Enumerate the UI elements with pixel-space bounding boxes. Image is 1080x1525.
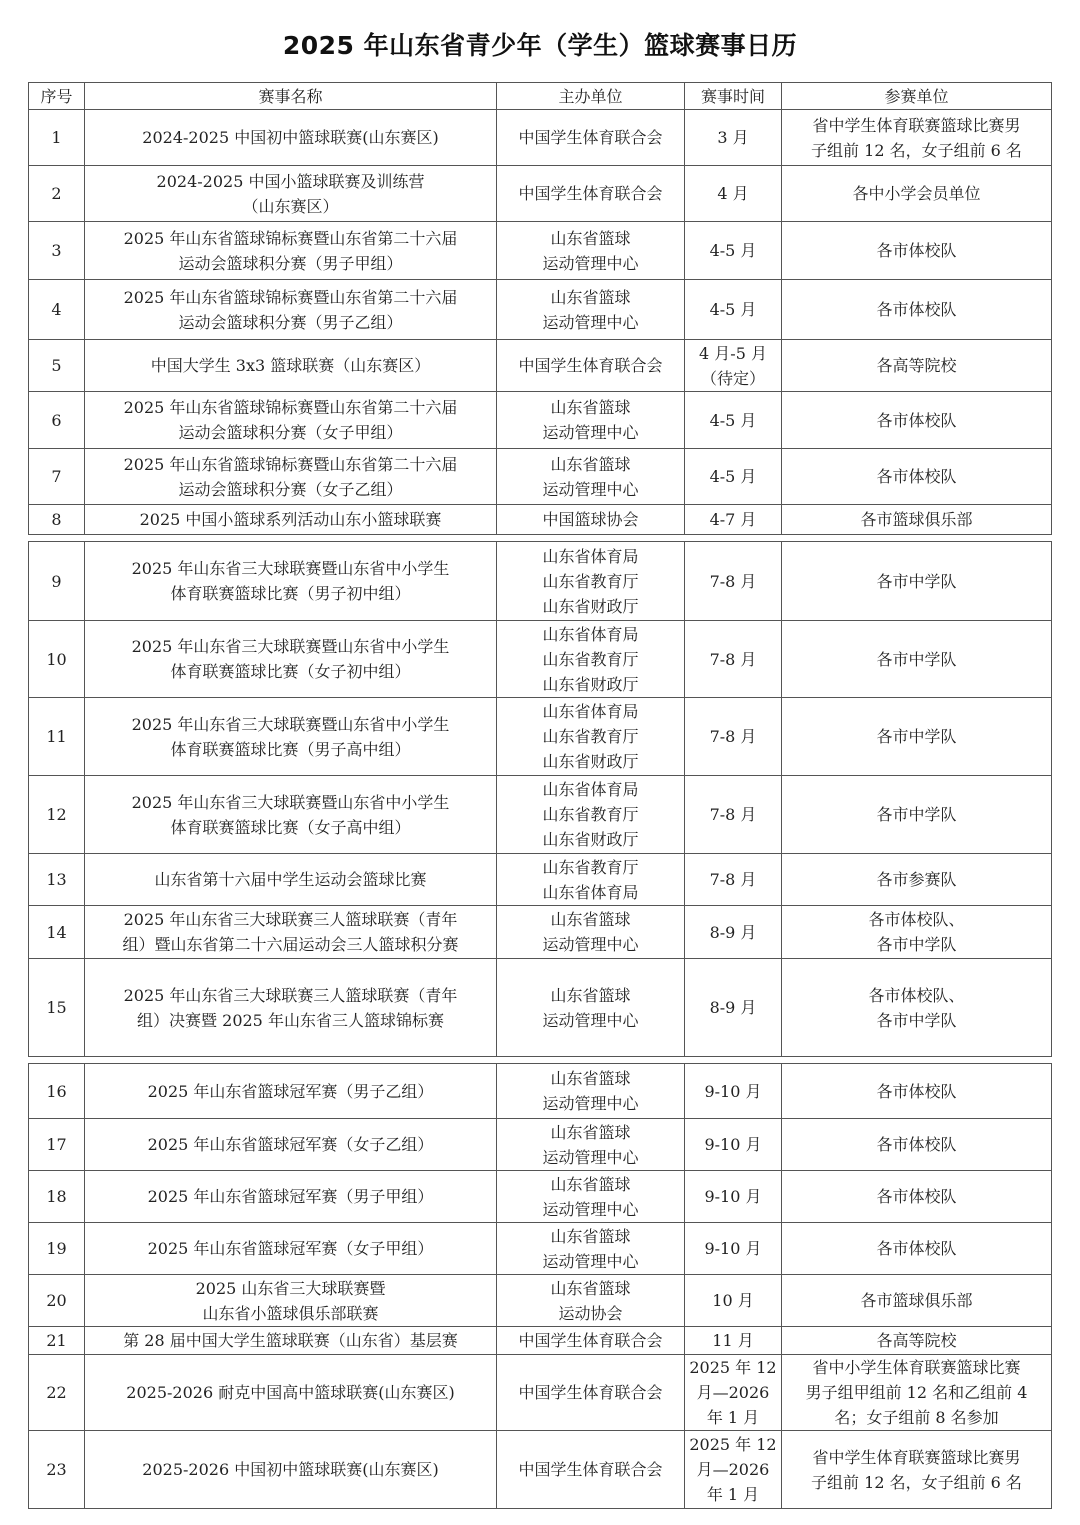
cell-time: 2025 年 12 月—2026 年 1 月	[685, 1355, 782, 1431]
table-row	[29, 1119, 1052, 1171]
cell-no: 18	[29, 1171, 85, 1223]
cell-time: 7-8 月	[685, 621, 782, 698]
cell-org: 山东省篮球 运动管理中心	[497, 392, 685, 449]
table-row	[29, 1223, 1052, 1275]
cell-org: 山东省体育局 山东省教育厅 山东省财政厅	[497, 621, 685, 698]
cell-time: 7-8 月	[685, 776, 782, 854]
cell-participants: 各中小学会员单位	[782, 166, 1052, 222]
table-row	[29, 1355, 1052, 1431]
cell-time: 4-7 月	[685, 505, 782, 535]
cell-participants: 省中学生体育联赛篮球比赛男 子组前 12 名，女子组前 6 名	[782, 1431, 1052, 1509]
schedule-table-part-2	[28, 541, 1052, 1057]
cell-no: 9	[29, 542, 85, 621]
cell-no: 23	[29, 1431, 85, 1509]
cell-time: 8-9 月	[685, 906, 782, 959]
cell-no: 12	[29, 776, 85, 854]
cell-time: 10 月	[685, 1275, 782, 1327]
cell-name: 第 28 届中国大学生篮球联赛（山东省）基层赛	[85, 1327, 497, 1355]
cell-org: 山东省篮球 运动管理中心	[497, 1064, 685, 1119]
cell-name: 2025 年山东省三大球联赛暨山东省中小学生 体育联赛篮球比赛（女子初中组）	[85, 621, 497, 698]
cell-time: 9-10 月	[685, 1064, 782, 1119]
cell-participants: 各市体校队、 各市中学队	[782, 959, 1052, 1057]
cell-org: 中国学生体育联合会	[497, 1327, 685, 1355]
cell-no: 13	[29, 854, 85, 906]
cell-participants: 各市中学队	[782, 621, 1052, 698]
table-row	[29, 542, 1052, 621]
cell-no: 19	[29, 1223, 85, 1275]
cell-name: 2025-2026 耐克中国高中篮球联赛(山东赛区)	[85, 1355, 497, 1431]
table-row	[29, 340, 1052, 392]
cell-time: 9-10 月	[685, 1119, 782, 1171]
cell-no: 2	[29, 166, 85, 222]
cell-name: 2025 中国小篮球系列活动山东小篮球联赛	[85, 505, 497, 535]
cell-name: 2025 年山东省篮球锦标赛暨山东省第二十六届 运动会篮球积分赛（女子甲组）	[85, 392, 497, 449]
cell-name: 山东省第十六届中学生运动会篮球比赛	[85, 854, 497, 906]
cell-name: 中国大学生 3x3 篮球联赛（山东赛区）	[85, 340, 497, 392]
cell-org: 山东省篮球 运动管理中心	[497, 1119, 685, 1171]
cell-name: 2024-2025 中国小篮球联赛及训练营 （山东赛区）	[85, 166, 497, 222]
cell-time: 4 月-5 月 （待定）	[685, 340, 782, 392]
cell-name: 2025 年山东省篮球冠军赛（男子乙组）	[85, 1064, 497, 1119]
cell-no: 15	[29, 959, 85, 1057]
schedule-table-part-3	[28, 1063, 1052, 1509]
cell-org: 山东省篮球 运动协会	[497, 1275, 685, 1327]
table-row	[29, 222, 1052, 280]
schedule-table-part-1	[28, 82, 1052, 535]
cell-org: 山东省体育局 山东省教育厅 山东省财政厅	[497, 776, 685, 854]
cell-name: 2025 年山东省篮球冠军赛（女子甲组）	[85, 1223, 497, 1275]
cell-participants: 各市篮球俱乐部	[782, 1275, 1052, 1327]
cell-name: 2025 年山东省三大球联赛暨山东省中小学生 体育联赛篮球比赛（男子初中组）	[85, 542, 497, 621]
cell-org: 山东省篮球 运动管理中心	[497, 280, 685, 340]
cell-name: 2025 年山东省篮球冠军赛（男子甲组）	[85, 1171, 497, 1223]
cell-no: 11	[29, 698, 85, 776]
cell-no: 16	[29, 1064, 85, 1119]
cell-participants: 各市体校队	[782, 392, 1052, 449]
cell-participants: 各市体校队	[782, 222, 1052, 280]
cell-org: 中国学生体育联合会	[497, 340, 685, 392]
table-header-row	[29, 83, 1052, 110]
table-row	[29, 698, 1052, 776]
header-org: 主办单位	[497, 83, 685, 110]
cell-no: 1	[29, 110, 85, 166]
cell-time: 11 月	[685, 1327, 782, 1355]
cell-org: 山东省体育局 山东省教育厅 山东省财政厅	[497, 698, 685, 776]
cell-no: 10	[29, 621, 85, 698]
cell-no: 5	[29, 340, 85, 392]
cell-name: 2025 年山东省三大球联赛三人篮球联赛（青年 组）决赛暨 2025 年山东省三人篮球锦标赛	[85, 959, 497, 1057]
cell-participants: 各市体校队	[782, 1171, 1052, 1223]
cell-time: 7-8 月	[685, 854, 782, 906]
cell-participants: 各市篮球俱乐部	[782, 505, 1052, 535]
cell-time: 8-9 月	[685, 959, 782, 1057]
cell-org: 山东省篮球 运动管理中心	[497, 222, 685, 280]
cell-no: 7	[29, 449, 85, 505]
cell-org: 山东省篮球 运动管理中心	[497, 1223, 685, 1275]
cell-participants: 各高等院校	[782, 1327, 1052, 1355]
cell-name: 2025 年山东省三大球联赛三人篮球联赛（青年 组）暨山东省第二十六届运动会三人篮球积分赛	[85, 906, 497, 959]
cell-time: 4-5 月	[685, 449, 782, 505]
table-row	[29, 1171, 1052, 1223]
cell-no: 8	[29, 505, 85, 535]
cell-org: 山东省篮球 运动管理中心	[497, 959, 685, 1057]
cell-participants: 省中学生体育联赛篮球比赛男 子组前 12 名，女子组前 6 名	[782, 110, 1052, 166]
table-row	[29, 906, 1052, 959]
cell-no: 3	[29, 222, 85, 280]
cell-org: 山东省篮球 运动管理中心	[497, 1171, 685, 1223]
cell-name: 2025 年山东省篮球锦标赛暨山东省第二十六届 运动会篮球积分赛（女子乙组）	[85, 449, 497, 505]
cell-participants: 各市中学队	[782, 698, 1052, 776]
cell-time: 4-5 月	[685, 222, 782, 280]
table-row	[29, 505, 1052, 535]
cell-time: 9-10 月	[685, 1223, 782, 1275]
cell-no: 14	[29, 906, 85, 959]
table-row	[29, 280, 1052, 340]
cell-time: 9-10 月	[685, 1171, 782, 1223]
table-row	[29, 166, 1052, 222]
table-row	[29, 776, 1052, 854]
cell-participants: 省中小学生体育联赛篮球比赛 男子组甲组前 12 名和乙组前 4 名；女子组前 8 名参加	[782, 1355, 1052, 1431]
cell-participants: 各市体校队	[782, 1223, 1052, 1275]
table-row	[29, 110, 1052, 166]
cell-time: 4 月	[685, 166, 782, 222]
cell-no: 20	[29, 1275, 85, 1327]
page-title: 2025 年山东省青少年（学生）篮球赛事日历	[282, 31, 798, 60]
cell-participants: 各高等院校	[782, 340, 1052, 392]
cell-time: 7-8 月	[685, 698, 782, 776]
cell-participants: 各市体校队	[782, 449, 1052, 505]
cell-org: 中国篮球协会	[497, 505, 685, 535]
header-participants: 参赛单位	[782, 83, 1052, 110]
cell-time: 7-8 月	[685, 542, 782, 621]
header-time: 赛事时间	[685, 83, 782, 110]
cell-name: 2025 山东省三大球联赛暨 山东省小篮球俱乐部联赛	[85, 1275, 497, 1327]
cell-name: 2025 年山东省篮球冠军赛（女子乙组）	[85, 1119, 497, 1171]
cell-time: 4-5 月	[685, 392, 782, 449]
cell-name: 2025 年山东省篮球锦标赛暨山东省第二十六届 运动会篮球积分赛（男子乙组）	[85, 280, 497, 340]
cell-org: 中国学生体育联合会	[497, 1355, 685, 1431]
cell-org: 山东省篮球 运动管理中心	[497, 906, 685, 959]
header-name: 赛事名称	[85, 83, 497, 110]
cell-name: 2025-2026 中国初中篮球联赛(山东赛区)	[85, 1431, 497, 1509]
cell-org: 中国学生体育联合会	[497, 1431, 685, 1509]
cell-participants: 各市中学队	[782, 776, 1052, 854]
header-no: 序号	[29, 83, 85, 110]
table-row	[29, 1431, 1052, 1509]
cell-name: 2024-2025 中国初中篮球联赛(山东赛区)	[85, 110, 497, 166]
table-row	[29, 1275, 1052, 1327]
cell-no: 6	[29, 392, 85, 449]
cell-no: 4	[29, 280, 85, 340]
cell-org: 中国学生体育联合会	[497, 110, 685, 166]
cell-time: 2025 年 12 月—2026 年 1 月	[685, 1431, 782, 1509]
cell-time: 4-5 月	[685, 280, 782, 340]
cell-org: 中国学生体育联合会	[497, 166, 685, 222]
table-row	[29, 392, 1052, 449]
cell-org: 山东省体育局 山东省教育厅 山东省财政厅	[497, 542, 685, 621]
cell-participants: 各市体校队	[782, 280, 1052, 340]
cell-name: 2025 年山东省篮球锦标赛暨山东省第二十六届 运动会篮球积分赛（男子甲组）	[85, 222, 497, 280]
table-row	[29, 959, 1052, 1057]
cell-participants: 各市中学队	[782, 542, 1052, 621]
cell-participants: 各市参赛队	[782, 854, 1052, 906]
cell-participants: 各市体校队	[782, 1064, 1052, 1119]
table-row	[29, 621, 1052, 698]
cell-no: 21	[29, 1327, 85, 1355]
cell-name: 2025 年山东省三大球联赛暨山东省中小学生 体育联赛篮球比赛（男子高中组）	[85, 698, 497, 776]
cell-org: 山东省篮球 运动管理中心	[497, 449, 685, 505]
cell-no: 17	[29, 1119, 85, 1171]
cell-no: 22	[29, 1355, 85, 1431]
cell-org: 山东省教育厅 山东省体育局	[497, 854, 685, 906]
cell-participants: 各市体校队	[782, 1119, 1052, 1171]
cell-time: 3 月	[685, 110, 782, 166]
cell-name: 2025 年山东省三大球联赛暨山东省中小学生 体育联赛篮球比赛（女子高中组）	[85, 776, 497, 854]
table-row	[29, 1327, 1052, 1355]
table-row	[29, 854, 1052, 906]
cell-participants: 各市体校队、 各市中学队	[782, 906, 1052, 959]
table-row	[29, 449, 1052, 505]
table-row	[29, 1064, 1052, 1119]
